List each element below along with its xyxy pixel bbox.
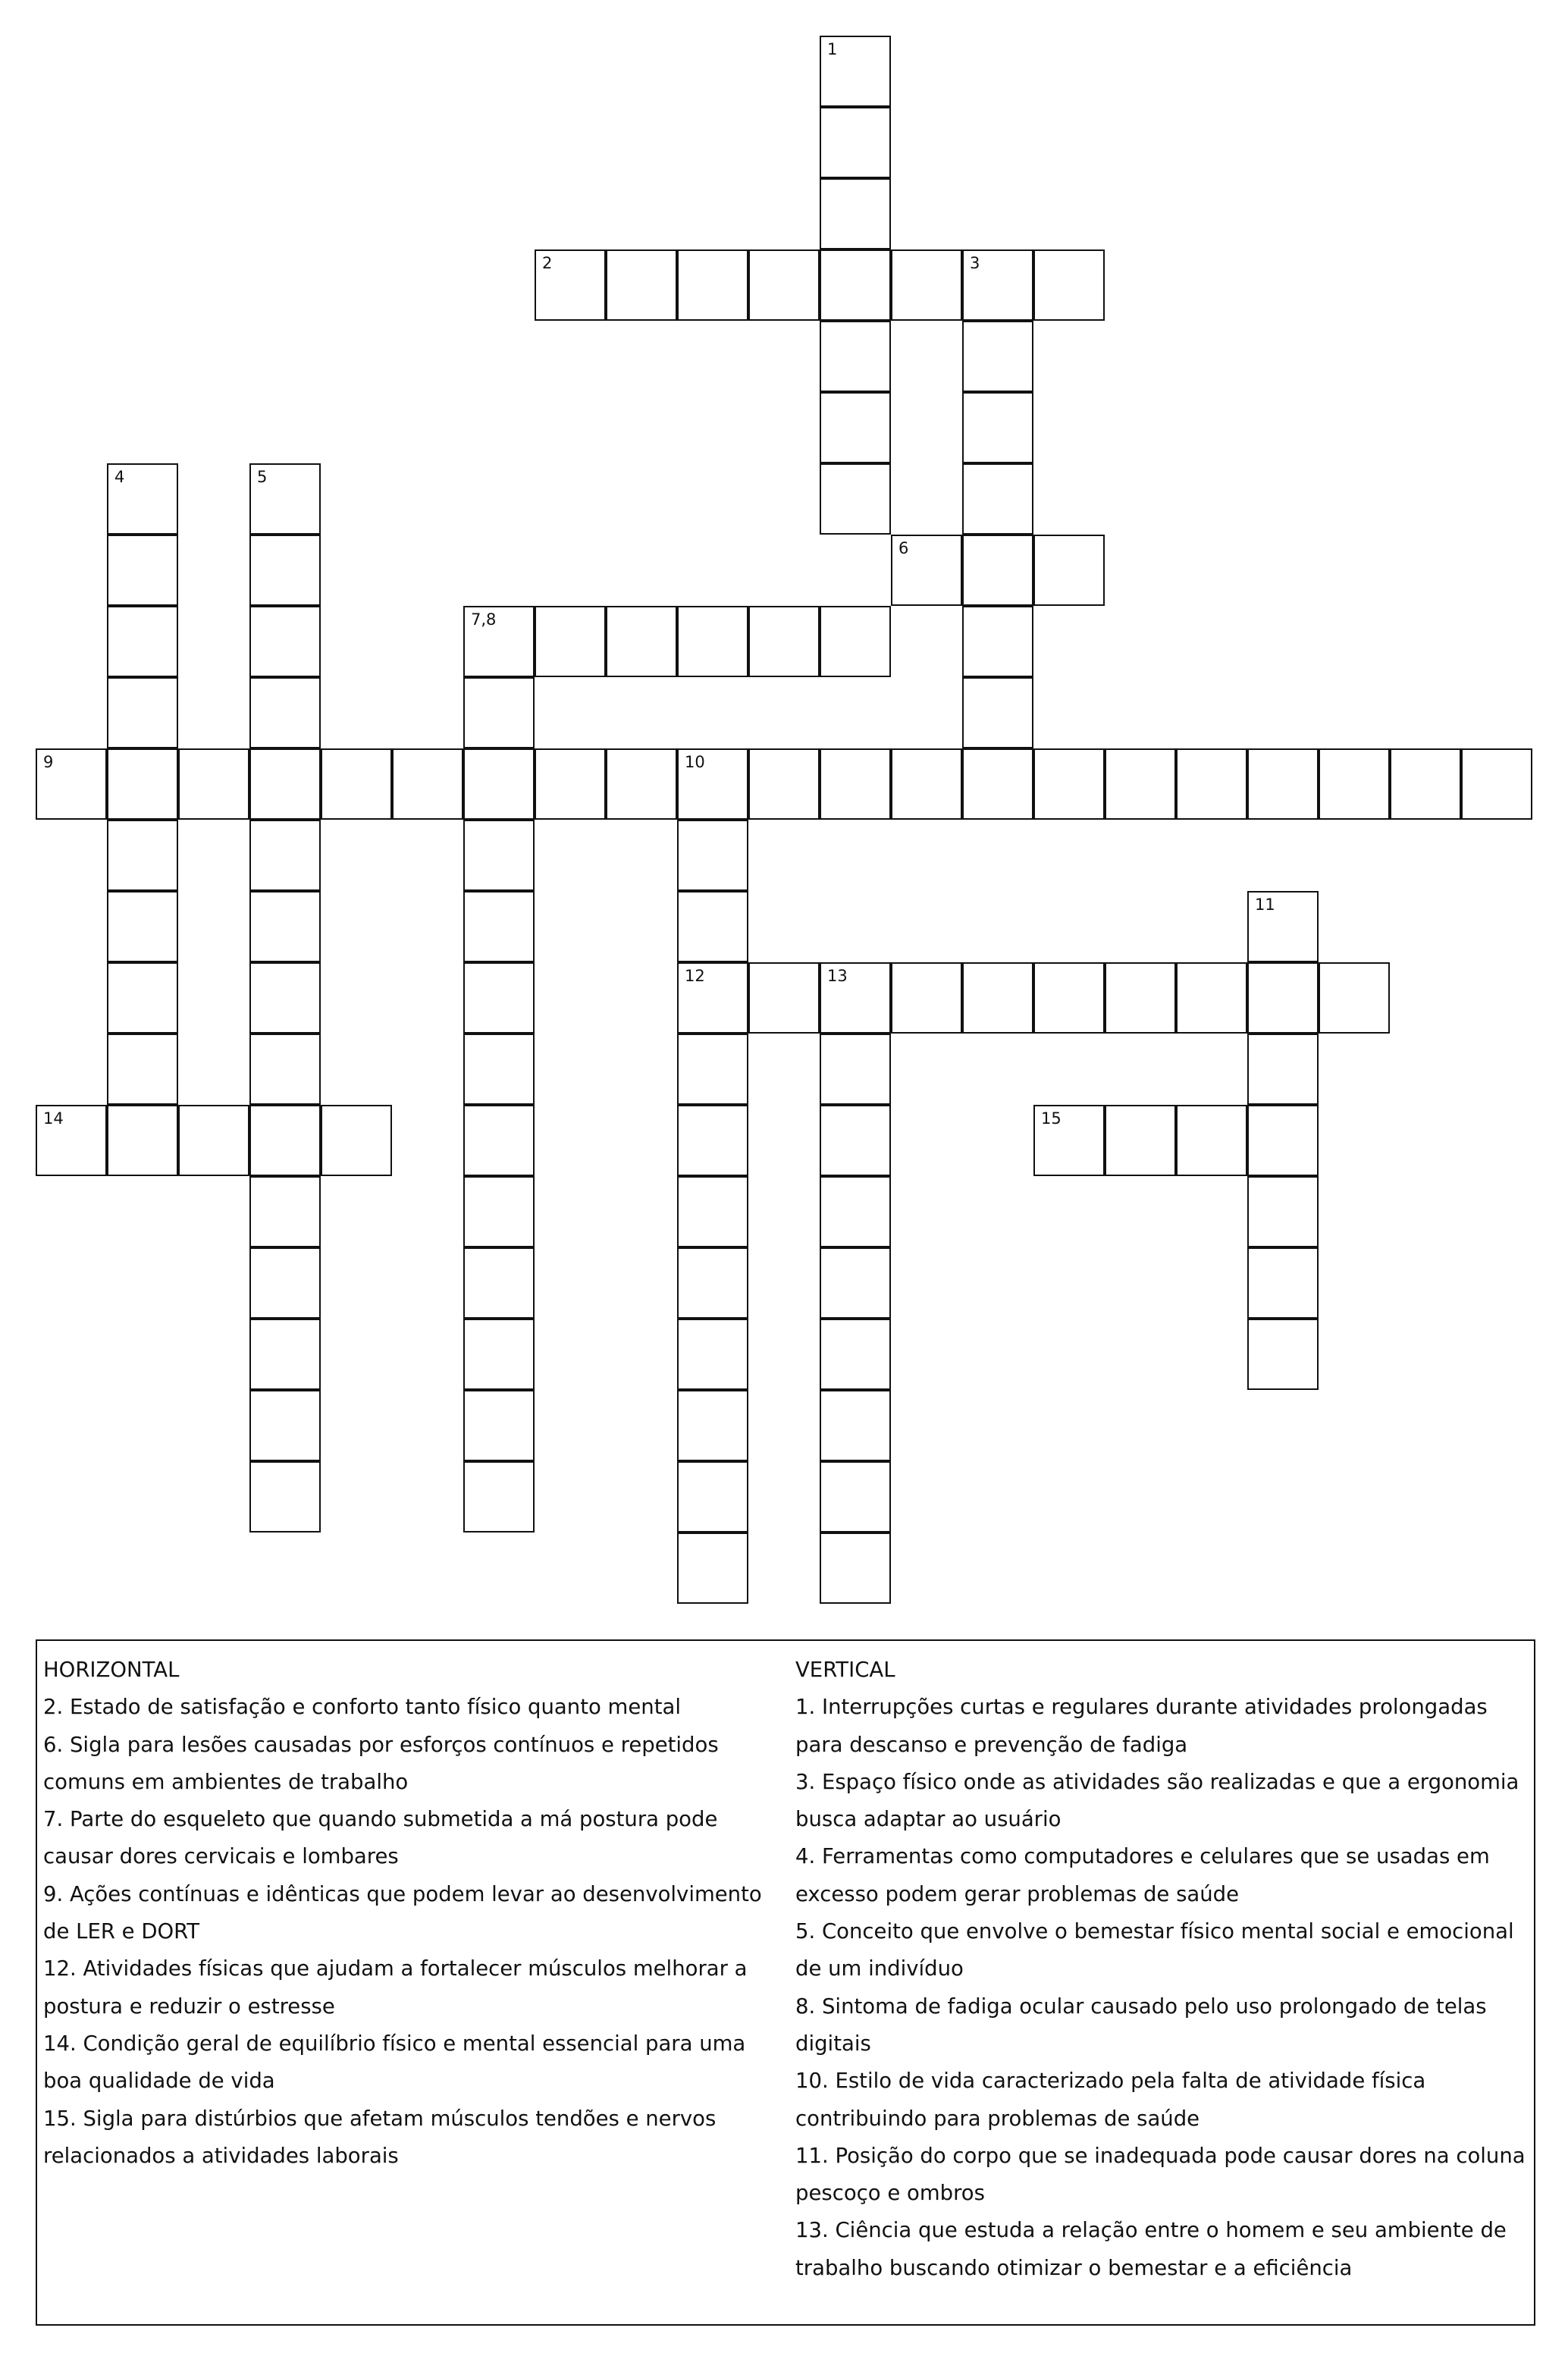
grid-cell[interactable] (392, 748, 463, 820)
grid-cell[interactable] (820, 748, 891, 820)
grid-cell[interactable] (249, 1461, 321, 1532)
grid-cell[interactable] (1247, 1034, 1319, 1105)
grid-cell[interactable] (820, 36, 891, 107)
grid-cell[interactable] (1033, 535, 1105, 606)
grid-cell[interactable] (677, 962, 748, 1034)
clue-down-5: 5. Conceito que envolve o bemestar físico mental social e emocional de um indivíduo (795, 1919, 1514, 1981)
grid-cell[interactable] (962, 392, 1033, 463)
clue-number: 10 (685, 753, 705, 771)
grid-cell[interactable] (1105, 1105, 1176, 1176)
grid-cell[interactable] (891, 748, 962, 820)
clue-down-8: 8. Sintoma de fadiga ocular causado pelo uso prolongado de telas digitais (795, 1994, 1487, 2056)
clue-down-10: 10. Estilo de vida caracterizado pela falta de atividade física contribuindo para problemas de saúde (795, 2069, 1426, 2131)
grid-cell[interactable] (463, 1105, 535, 1176)
clue-number: 1 (827, 40, 838, 58)
grid-cell[interactable] (321, 748, 392, 820)
grid-cell[interactable] (107, 606, 178, 677)
clue-number: 11 (1255, 896, 1275, 914)
grid-cell[interactable] (249, 891, 321, 962)
grid-cell[interactable] (1033, 249, 1105, 321)
clue-down-1: 1. Interrupções curtas e regulares durante atividades prolongadas para descanso e prevenção de fadiga (795, 1695, 1488, 1757)
clue-number: 5 (257, 468, 268, 486)
grid-cell[interactable] (820, 1105, 891, 1176)
grid-cell[interactable] (677, 606, 748, 677)
grid-cell[interactable] (677, 1105, 748, 1176)
grid-cell[interactable] (463, 748, 535, 820)
grid-cell[interactable] (463, 891, 535, 962)
clues-box (36, 1639, 1535, 2326)
clue-across-2: 2. Estado de satisfação e conforto tanto físico quanto mental (43, 1695, 681, 1720)
grid-cell[interactable] (820, 606, 891, 677)
grid-cell[interactable] (178, 1105, 249, 1176)
grid-cell[interactable] (463, 820, 535, 891)
grid-cell[interactable] (820, 1034, 891, 1105)
grid-cell[interactable] (820, 962, 891, 1034)
grid-cell[interactable] (107, 463, 178, 535)
grid-cell[interactable] (962, 463, 1033, 535)
grid-cell[interactable] (321, 1105, 392, 1176)
grid-cell[interactable] (820, 249, 891, 321)
clue-down-3: 3. Espaço físico onde as atividades são realizadas e que a ergonomia busca adaptar ao usuário (795, 1769, 1519, 1832)
clue-across-7: 7. Parte do esqueleto que quando submetida a má postura pode causar dores cervicais e lombares (43, 1807, 718, 1869)
grid-cell[interactable] (962, 321, 1033, 392)
vertical-title: VERTICAL (795, 1658, 895, 1682)
grid-cell[interactable] (677, 249, 748, 321)
clue-number: 6 (898, 539, 909, 557)
grid-cell[interactable] (107, 535, 178, 606)
grid-cell[interactable] (249, 606, 321, 677)
grid-cell[interactable] (677, 1034, 748, 1105)
grid-cell[interactable] (606, 249, 677, 321)
grid-cell[interactable] (820, 321, 891, 392)
grid-cell[interactable] (820, 392, 891, 463)
grid-cell[interactable] (178, 748, 249, 820)
clue-down-4: 4. Ferramentas como computadores e celulares que se usadas em excesso podem gerar problemas de saúde (795, 1844, 1490, 1906)
grid-cell[interactable] (249, 1319, 321, 1390)
grid-cell[interactable] (962, 962, 1033, 1034)
grid-cell[interactable] (463, 1390, 535, 1461)
grid-cell[interactable] (535, 249, 606, 321)
grid-cell[interactable] (1176, 748, 1247, 820)
grid-cell[interactable] (1105, 962, 1176, 1034)
grid-cell[interactable] (962, 249, 1033, 321)
grid-cell[interactable] (677, 891, 748, 962)
grid-cell[interactable] (820, 178, 891, 249)
grid-cell[interactable] (249, 820, 321, 891)
grid-cell[interactable] (1033, 748, 1105, 820)
grid-cell[interactable] (36, 1105, 107, 1176)
grid-cell[interactable] (820, 1247, 891, 1319)
clue-number: 12 (685, 967, 705, 985)
grid-cell[interactable] (820, 1390, 891, 1461)
grid-cell[interactable] (962, 535, 1033, 606)
grid-cell[interactable] (748, 962, 820, 1034)
clue-number: 9 (43, 753, 54, 771)
grid-cell[interactable] (677, 1461, 748, 1532)
clue-number: 3 (970, 254, 980, 272)
grid-cell[interactable] (820, 1461, 891, 1532)
grid-cell[interactable] (107, 748, 178, 820)
grid-cell[interactable] (962, 748, 1033, 820)
grid-cell[interactable] (535, 606, 606, 677)
clue-number: 7,8 (471, 610, 497, 629)
grid-cell[interactable] (677, 1247, 748, 1319)
grid-cell[interactable] (962, 606, 1033, 677)
grid-cell[interactable] (1247, 962, 1319, 1034)
grid-cell[interactable] (1247, 1247, 1319, 1319)
grid-cell[interactable] (677, 748, 748, 820)
grid-cell[interactable] (463, 1034, 535, 1105)
grid-cell[interactable] (249, 1105, 321, 1176)
clue-across-15: 15. Sigla para distúrbios que afetam músculos tendões e nervos relacionados a atividades laborais (43, 2106, 717, 2168)
grid-cell[interactable] (249, 1034, 321, 1105)
grid-cell[interactable] (249, 962, 321, 1034)
grid-cell[interactable] (1176, 1105, 1247, 1176)
grid-cell[interactable] (1247, 891, 1319, 962)
clue-across-9: 9. Ações contínuas e idênticas que podem levar ao desenvolvimento de LER e DORT (43, 1881, 762, 1944)
grid-cell[interactable] (677, 820, 748, 891)
grid-cell[interactable] (1461, 748, 1532, 820)
grid-cell[interactable] (1033, 1105, 1105, 1176)
grid-cell[interactable] (107, 1034, 178, 1105)
clue-number: 4 (114, 468, 125, 486)
grid-cell[interactable] (820, 463, 891, 535)
grid-cell[interactable] (107, 1105, 178, 1176)
clue-across-12: 12. Atividades físicas que ajudam a fortalecer músculos melhorar a postura e reduzir o estresse (43, 1956, 748, 2019)
grid-cell[interactable] (1247, 748, 1319, 820)
grid-cell[interactable] (107, 891, 178, 962)
grid-cell[interactable] (1176, 962, 1247, 1034)
horizontal-clues (43, 1652, 786, 2175)
grid-cell[interactable] (1105, 748, 1176, 820)
grid-cell[interactable] (36, 748, 107, 820)
grid-cell[interactable] (891, 249, 962, 321)
clue-down-13: 13. Ciência que estuda a relação entre o homem e seu ambiente de trabalho buscando otimizar o bemestar e a eficiência (795, 2218, 1507, 2280)
grid-cell[interactable] (249, 463, 321, 535)
grid-cell[interactable] (107, 677, 178, 748)
grid-cell[interactable] (1247, 1105, 1319, 1176)
grid-cell[interactable] (1247, 1176, 1319, 1247)
grid-cell[interactable] (463, 606, 535, 677)
grid-cell[interactable] (748, 606, 820, 677)
grid-cell[interactable] (891, 962, 962, 1034)
grid-cell[interactable] (463, 962, 535, 1034)
grid-cell[interactable] (249, 1247, 321, 1319)
clue-down-11: 11. Posição do corpo que se inadequada pode causar dores na coluna pescoço e ombros (795, 2143, 1526, 2206)
grid-cell[interactable] (249, 535, 321, 606)
clue-number: 14 (43, 1109, 64, 1128)
grid-cell[interactable] (962, 677, 1033, 748)
grid-cell[interactable] (606, 606, 677, 677)
grid-cell[interactable] (677, 1390, 748, 1461)
grid-cell[interactable] (748, 249, 820, 321)
grid-cell[interactable] (107, 820, 178, 891)
grid-cell[interactable] (463, 677, 535, 748)
grid-cell[interactable] (535, 748, 606, 820)
vertical-clues (795, 1652, 1535, 2287)
grid-cell[interactable] (1319, 748, 1390, 820)
grid-cell[interactable] (249, 748, 321, 820)
grid-cell[interactable] (463, 1176, 535, 1247)
clue-number: 2 (542, 254, 553, 272)
grid-cell[interactable] (748, 748, 820, 820)
grid-cell[interactable] (820, 107, 891, 178)
grid-cell[interactable] (606, 748, 677, 820)
horizontal-title: HORIZONTAL (43, 1658, 180, 1682)
clue-across-6: 6. Sigla para lesões causadas por esforços contínuos e repetidos comuns em ambientes de trabalho (43, 1732, 719, 1794)
grid-cell[interactable] (463, 1461, 535, 1532)
grid-cell[interactable] (891, 535, 962, 606)
grid-cell[interactable] (820, 1532, 891, 1604)
grid-cell[interactable] (107, 962, 178, 1034)
grid-cell[interactable] (249, 677, 321, 748)
grid-cell[interactable] (463, 1319, 535, 1390)
grid-cell[interactable] (463, 1247, 535, 1319)
clue-number: 13 (827, 967, 848, 985)
clue-number: 15 (1041, 1109, 1062, 1128)
grid-cell[interactable] (820, 1319, 891, 1390)
grid-cell[interactable] (677, 1532, 748, 1604)
grid-cell[interactable] (677, 1176, 748, 1247)
grid-cell[interactable] (1319, 962, 1390, 1034)
grid-cell[interactable] (1033, 962, 1105, 1034)
grid-cell[interactable] (249, 1176, 321, 1247)
grid-cell[interactable] (677, 1319, 748, 1390)
grid-cell[interactable] (1247, 1319, 1319, 1390)
clue-across-14: 14. Condição geral de equilíbrio físico e mental essencial para uma boa qualidade de vida (43, 2031, 746, 2094)
grid-cell[interactable] (249, 1390, 321, 1461)
grid-cell[interactable] (820, 1176, 891, 1247)
grid-cell[interactable] (1390, 748, 1461, 820)
